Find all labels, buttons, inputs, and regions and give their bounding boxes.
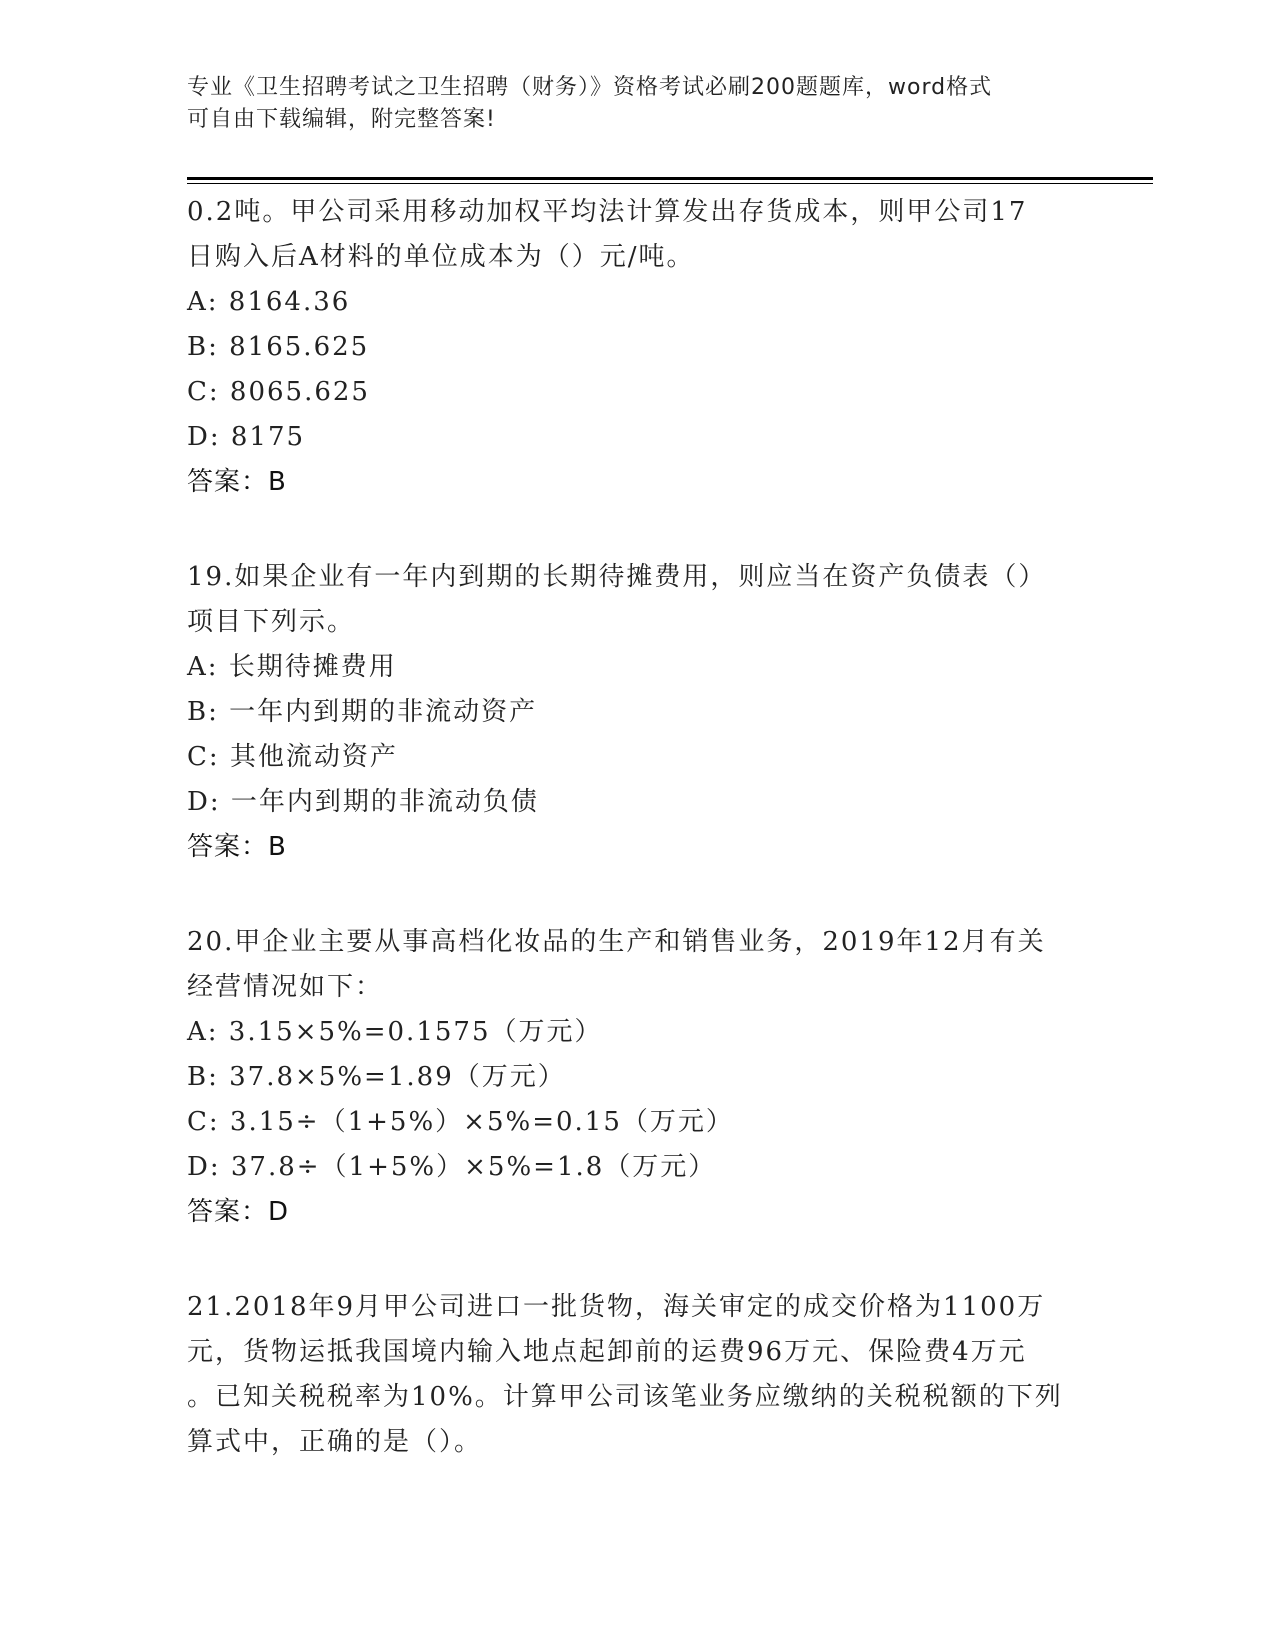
header-divider-thin bbox=[187, 183, 1153, 184]
document-header bbox=[187, 72, 1067, 136]
option-d: D: 37.8÷（1+5%）×5%=1.8（万元） bbox=[187, 1152, 717, 1182]
answer-label: 答案：B bbox=[187, 467, 287, 497]
question-stem-line: 19.如果企业有一年内到期的长期待摊费用，则应当在资产负债表（） bbox=[187, 562, 1047, 592]
question-stem-line: 。已知关税税率为10%。计算甲公司该笔业务应缴纳的关税税额的下列 bbox=[187, 1382, 1063, 1412]
header-divider-thick bbox=[187, 177, 1153, 180]
question-stem-line: 日购入后A材料的单位成本为（）元/吨。 bbox=[187, 242, 695, 272]
option-b: B: 一年内到期的非流动资产 bbox=[187, 697, 538, 727]
question-block bbox=[187, 1285, 1087, 1465]
question-stem-line: 元，货物运抵我国境内输入地点起卸前的运费96万元、保险费4万元 bbox=[187, 1337, 1027, 1367]
header-title-line-2: 可自由下载编辑，附完整答案! bbox=[187, 107, 496, 132]
answer-label: 答案：B bbox=[187, 832, 287, 862]
option-a: A: 长期待摊费用 bbox=[187, 652, 397, 682]
option-a: A: 8164.36 bbox=[187, 287, 351, 317]
block-spacer bbox=[187, 870, 1087, 920]
question-stem-line: 21.2018年9月甲公司进口一批货物，海关审定的成交价格为1100万 bbox=[187, 1292, 1046, 1322]
question-stem-line: 20.甲企业主要从事高档化妆品的生产和销售业务，2019年12月有关 bbox=[187, 927, 1046, 957]
document-body bbox=[187, 190, 1087, 1465]
question-block bbox=[187, 190, 1087, 505]
question-block bbox=[187, 555, 1087, 870]
question-stem-line: 算式中，正确的是（）。 bbox=[187, 1427, 483, 1457]
block-spacer bbox=[187, 505, 1087, 555]
question-stem-line: 项目下列示。 bbox=[187, 607, 356, 637]
option-b: B: 8165.625 bbox=[187, 332, 370, 362]
option-c: C: 3.15÷（1+5%）×5%=0.15（万元） bbox=[187, 1107, 734, 1137]
header-title-line-1: 专业《卫生招聘考试之卫生招聘（财务）》资格考试必刷200题题库，word格式 bbox=[187, 75, 993, 100]
question-stem-line: 0.2吨。甲公司采用移动加权平均法计算发出存货成本，则甲公司17 bbox=[187, 197, 1028, 227]
question-block bbox=[187, 920, 1087, 1235]
answer-label: 答案：D bbox=[187, 1197, 290, 1227]
question-stem-line: 经营情况如下： bbox=[187, 972, 384, 1002]
block-spacer bbox=[187, 1235, 1087, 1285]
option-d: D: 8175 bbox=[187, 422, 306, 452]
option-b: B: 37.8×5%=1.89（万元） bbox=[187, 1062, 566, 1092]
option-c: C: 其他流动资产 bbox=[187, 742, 398, 772]
option-a: A: 3.15×5%=0.1575（万元） bbox=[187, 1017, 603, 1047]
option-c: C: 8065.625 bbox=[187, 377, 370, 407]
option-d: D: 一年内到期的非流动负债 bbox=[187, 787, 539, 817]
